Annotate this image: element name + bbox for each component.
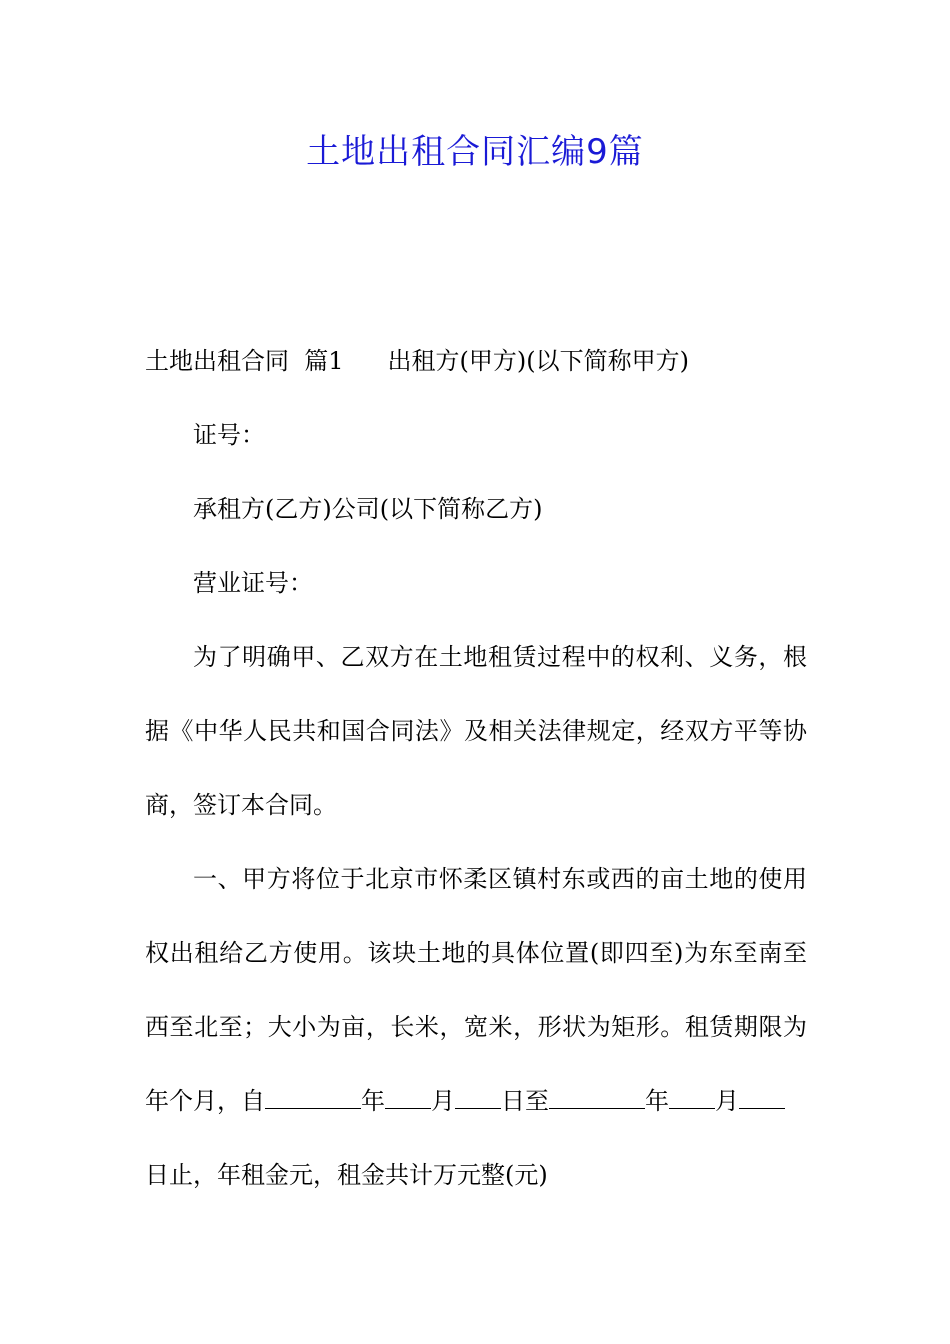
lessor-cert: 证号： <box>193 421 265 449</box>
para1-line: 为了明确甲、乙双方在土地租赁过程中的权利、义务，根 <box>193 643 807 671</box>
blank-year-end <box>549 1088 645 1109</box>
para2-line: 权出租给乙方使用。该块土地的具体位置(即四至)为东至南至 <box>145 939 807 967</box>
term-day-to: 日至 <box>501 1087 549 1115</box>
para1-line: 据《中华人民共和国合同法》及相关法律规定，经双方平等协 <box>145 717 807 745</box>
section-heading-line <box>145 324 807 398</box>
para2-line: 一、甲方将位于北京市怀柔区镇村东或西的亩土地的使用 <box>193 865 807 893</box>
lessor-line: 出租方(甲方)(以下简称甲方) <box>387 347 689 375</box>
blank-month-end <box>669 1088 715 1109</box>
lessee-line: 承租方(乙方)公司(以下简称乙方) <box>193 495 543 523</box>
para2-line: 西至北至；大小为亩，长米，宽米，形状为矩形。租赁期限为 <box>145 1013 807 1041</box>
blank-month-start <box>385 1088 431 1109</box>
term-prefix: 年个月，自 <box>145 1087 265 1115</box>
term-line <box>145 1064 807 1138</box>
term-year1: 年 <box>361 1087 385 1115</box>
blank-day-start <box>455 1088 501 1109</box>
rent-line: 日止，年租金元，租金共计万元整(元) <box>145 1161 548 1189</box>
document-title: 土地出租合同汇编9篇 <box>306 132 644 172</box>
term-month2: 月 <box>715 1087 739 1115</box>
term-month1: 月 <box>431 1087 455 1115</box>
blank-day-end <box>739 1088 785 1109</box>
para1-line: 商，签订本合同。 <box>145 791 337 819</box>
contract-body <box>145 324 807 1212</box>
section-heading: 土地出租合同 篇1 <box>145 347 344 375</box>
lessee-license: 营业证号： <box>193 569 313 597</box>
blank-year-start <box>265 1088 361 1109</box>
term-year2: 年 <box>645 1087 669 1115</box>
